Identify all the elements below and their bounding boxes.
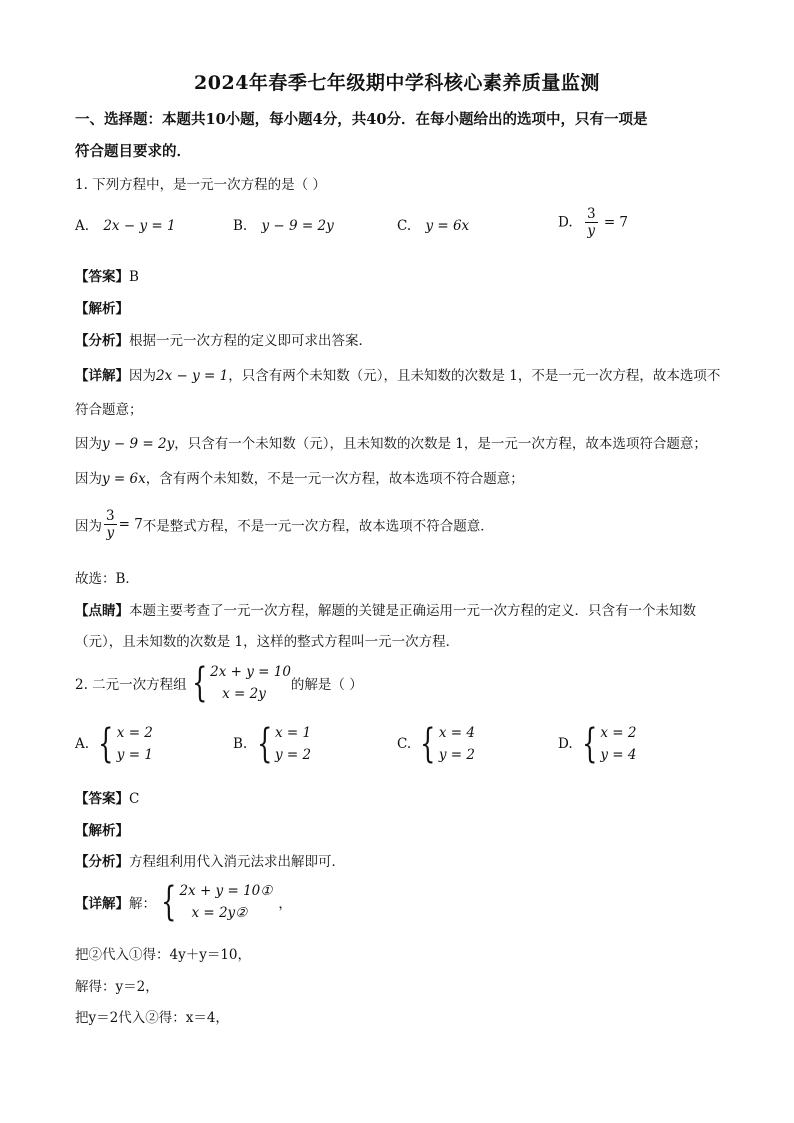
option-label: B. <box>233 218 248 234</box>
answer-tag: 【答案】 <box>75 269 129 285</box>
q1-option-a <box>75 218 176 234</box>
equation-system <box>93 722 153 766</box>
system-eq-2: x = 2y <box>222 686 266 702</box>
dianjing-tag: 【点睛】 <box>75 603 129 619</box>
brace-icon: { <box>161 879 177 925</box>
q2-step-2: 解得：y＝2， <box>75 979 159 995</box>
system-eq-1: x = 2 <box>116 725 153 741</box>
system-eq-1: 2x + y = 10① <box>179 883 273 899</box>
brace-icon: { <box>582 721 598 767</box>
fenxi-text: 方程组利用代入消元法求出解即可． <box>129 854 345 870</box>
detail-math: 2x − y = 1 <box>156 368 229 384</box>
q1-option-b <box>233 218 334 234</box>
fraction-numerator: 3 <box>106 508 115 524</box>
system-eq-2: y = 4 <box>600 747 637 763</box>
fenxi-tag: 【分析】 <box>75 333 129 349</box>
detail-math: y = 6x <box>102 471 146 487</box>
q2-detail <box>75 880 292 924</box>
q1-fenxi <box>75 329 372 349</box>
q2-step-3: 把y＝2代入②得：x＝4， <box>75 1010 229 1026</box>
q2-stem <box>75 661 363 705</box>
stem-text: 的解是（ ） <box>290 677 363 693</box>
q1-detail-line-3 <box>75 467 524 487</box>
fraction-numerator: 3 <box>586 206 596 222</box>
fenxi-tag: 【分析】 <box>75 854 129 870</box>
fraction <box>104 508 117 541</box>
equation-system <box>415 722 475 766</box>
detail-text: ，含有两个未知数，不是一元一次方程，故本选项不符合题意； <box>145 471 524 487</box>
brace-icon: { <box>98 721 114 767</box>
system-eq-2: x = 2y② <box>191 905 248 921</box>
q2-jiexi-tag: 【解析】 <box>75 823 129 839</box>
brace-icon: { <box>256 721 272 767</box>
dianjing-text: 本题主要考查了一元一次方程，解题的关键是正确运用一元一次方程的定义．只含有一个未知数 <box>129 603 696 619</box>
detail-text: ，只含有两个未知数（元），且未知数的次数是 1，不是一元一次方程，故本选项不 <box>228 368 721 384</box>
q1-detail-line-1 <box>75 364 720 384</box>
option-label: A. <box>75 218 90 234</box>
section-heading-line-2: 符合题目要求的． <box>75 143 191 160</box>
detail-text: 因为 <box>75 471 102 487</box>
system-eq-1: x = 2 <box>600 725 637 741</box>
q2-answer <box>75 787 139 807</box>
q1-dianjing-line-1 <box>75 599 696 619</box>
option-label: A. <box>75 736 90 752</box>
detail-math: y − 9 = 2y <box>102 436 175 452</box>
detail-text: 解： <box>129 896 156 912</box>
fraction-denominator: y <box>106 525 115 541</box>
brace-icon: { <box>191 660 208 706</box>
option-math: 2x − y = 1 <box>103 218 176 234</box>
detail-text: ，只含有一个未知数（元），且未知数的次数是 1，是一元一次方程，故本选项符合题意； <box>174 436 707 452</box>
fraction-rhs: = 7 <box>118 516 143 533</box>
q2-option-d <box>558 722 637 766</box>
q1-detail-line-2 <box>75 432 707 452</box>
system-eq-2: y = 2 <box>274 747 312 763</box>
q1-option-c <box>397 218 469 234</box>
section-heading-line-1: 一、选择题：本题共10小题，每小题4分，共40分．在每小题给出的选项中，只有一项是 <box>75 111 648 128</box>
q1-detail-line-4 <box>75 508 494 541</box>
detail-text: 因为 <box>75 436 102 452</box>
system-eq-1: x = 4 <box>438 725 475 741</box>
option-label: C. <box>397 218 412 234</box>
q1-detail-line-1-cont: 符合题意； <box>75 402 143 418</box>
option-label: C. <box>397 736 412 752</box>
option-label: B. <box>233 736 248 752</box>
detail-text: ， <box>278 896 292 912</box>
q1-jiexi-tag: 【解析】 <box>75 301 129 317</box>
answer-value: B <box>129 269 139 285</box>
q1-choose: 故选：B． <box>75 571 139 587</box>
equation-system <box>156 880 272 924</box>
detail-text: 不是整式方程，不是一元一次方程，故本选项不符合题意． <box>142 518 494 535</box>
fenxi-text: 根据一元一次方程的定义即可求出答案． <box>129 333 372 349</box>
q2-option-c <box>397 722 475 766</box>
system-eq-1: 2x + y = 10 <box>210 664 291 680</box>
system-eq-1: x = 1 <box>274 725 312 741</box>
q2-option-b <box>233 722 311 766</box>
q1-option-d <box>558 206 628 239</box>
fraction-denominator: y <box>587 223 596 239</box>
fraction-rhs: = 7 <box>603 214 629 231</box>
q1-answer <box>75 265 139 285</box>
system-eq-2: y = 1 <box>116 747 153 763</box>
detail-tag: 【详解】 <box>75 368 129 384</box>
page-title: 2024年春季七年级期中学科核心素养质量监测 <box>194 72 600 94</box>
detail-tag: 【详解】 <box>75 896 129 912</box>
q2-step-1: 把②代入①得：4y＋y＝10， <box>75 947 252 963</box>
q2-fenxi <box>75 850 345 870</box>
q2-option-a <box>75 722 153 766</box>
q1-stem: 1. 下列方程中，是一元一次方程的是（ ） <box>75 177 326 193</box>
detail-text: 因为 <box>75 518 102 535</box>
brace-icon: { <box>420 721 436 767</box>
equation-system <box>187 661 291 705</box>
option-math: y = 6x <box>425 218 470 234</box>
system-eq-2: y = 2 <box>438 747 476 763</box>
q1-dianjing-line-2: （元），且未知数的次数是 1，这样的整式方程叫一元一次方程． <box>75 634 460 650</box>
answer-value: C <box>129 791 140 807</box>
option-label: D. <box>558 214 573 231</box>
equation-system <box>252 722 312 766</box>
fraction <box>585 206 598 239</box>
detail-text: 因为 <box>129 368 156 384</box>
equation-system <box>577 722 637 766</box>
option-math: y − 9 = 2y <box>261 218 334 234</box>
stem-text: 2. 二元一次方程组 <box>75 677 187 693</box>
answer-tag: 【答案】 <box>75 791 129 807</box>
option-label: D. <box>558 736 573 752</box>
